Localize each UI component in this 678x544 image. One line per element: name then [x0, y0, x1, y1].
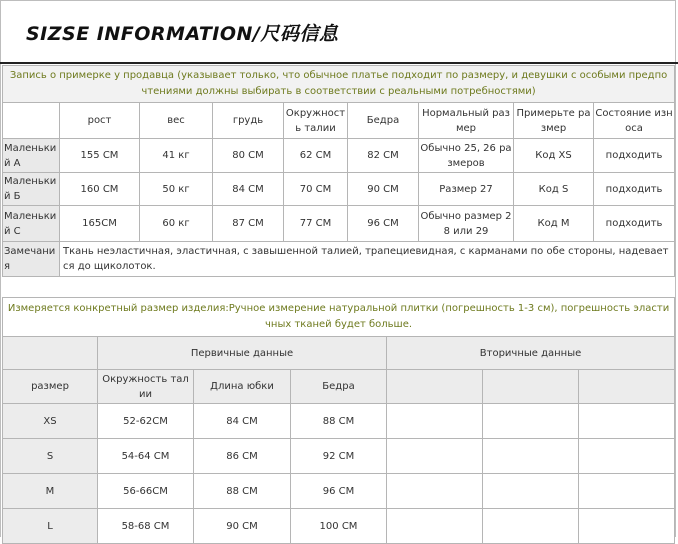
measurement-header-row — [3, 370, 675, 404]
measurement-note: Измеряется конкретный размер изделия:Ручное измерение натуральной плитки (погрешность 1-3 см), погрешность эластичных тканей будет больше. — [3, 298, 675, 337]
table-cell: 87 CM — [213, 206, 284, 242]
header-cell — [3, 103, 60, 139]
remarks-text: Ткань неэластичная, эластичная, с завышенной талией, трапециевидная, с карманами по обе стороны, надевается до щиколоток. — [60, 242, 675, 277]
group-header-row — [3, 337, 675, 370]
table-cell: 80 CM — [213, 139, 284, 173]
table-cell: Код M — [514, 206, 594, 242]
table-cell: 77 CM — [284, 206, 348, 242]
empty-cell — [387, 439, 483, 474]
header-cell: Бедра — [291, 370, 387, 404]
header-cell: грудь — [213, 103, 284, 139]
measurement-table — [2, 297, 675, 544]
page-title: SIZSE INFORMATION/尺码信息 — [26, 23, 339, 45]
header-cell: Окружность талии — [284, 103, 348, 139]
table-cell: 60 кг — [140, 206, 213, 242]
table-row — [3, 139, 675, 173]
row-label: Маленький Б — [3, 173, 60, 206]
remarks-label: Замечания — [3, 242, 60, 277]
table-cell: 100 CM — [291, 509, 387, 544]
fitting-table — [2, 65, 675, 277]
table-cell: 58-68 CM — [98, 509, 194, 544]
remarks-row — [3, 242, 675, 277]
table-cell: 50 кг — [140, 173, 213, 206]
empty-cell — [579, 474, 675, 509]
table-row — [3, 206, 675, 242]
table-cell: 88 CM — [194, 474, 291, 509]
table-cell: подходить — [594, 173, 675, 206]
fitting-header-row — [3, 103, 675, 139]
table-row — [3, 173, 675, 206]
title-divider — [0, 62, 678, 64]
header-cell: Нормальный размер — [419, 103, 514, 139]
size-cell: XS — [3, 404, 98, 439]
empty-cell — [387, 370, 483, 404]
table-cell: 84 CM — [194, 404, 291, 439]
secondary-data-header: Вторичные данные — [387, 337, 675, 370]
empty-cell — [483, 439, 579, 474]
table-cell: 155 CM — [60, 139, 140, 173]
empty-cell — [483, 509, 579, 544]
primary-data-header: Первичные данные — [98, 337, 387, 370]
table-cell: 41 кг — [140, 139, 213, 173]
size-cell: S — [3, 439, 98, 474]
table-row — [3, 439, 675, 474]
table-cell: 70 CM — [284, 173, 348, 206]
empty-cell — [387, 404, 483, 439]
empty-cell — [387, 509, 483, 544]
table-cell: подходить — [594, 206, 675, 242]
table-cell: подходить — [594, 139, 675, 173]
header-cell: вес — [140, 103, 213, 139]
table-cell: Код XS — [514, 139, 594, 173]
empty-cell — [483, 474, 579, 509]
table-cell: 62 CM — [284, 139, 348, 173]
empty-cell — [579, 370, 675, 404]
table-cell: 84 CM — [213, 173, 284, 206]
table-cell: 88 CM — [291, 404, 387, 439]
header-cell: Состояние износа — [594, 103, 675, 139]
table-cell: Код S — [514, 173, 594, 206]
header-cell: Примерьте размер — [514, 103, 594, 139]
empty-cell — [579, 404, 675, 439]
empty-cell — [579, 439, 675, 474]
table-cell: Обычно 25, 26 размеров — [419, 139, 514, 173]
table-cell: Обычно размер 28 или 29 — [419, 206, 514, 242]
size-cell: M — [3, 474, 98, 509]
table-cell: Размер 27 — [419, 173, 514, 206]
table-row — [3, 404, 675, 439]
fitting-note: Запись о примерке у продавца (указывает только, что обычное платье подходит по размеру, и девушки с особыми предпочтениями должны выбирать в соответствии с реальными потребностями) — [3, 66, 675, 103]
header-cell: размер — [3, 370, 98, 404]
table-cell: 82 CM — [348, 139, 419, 173]
table-cell: 52-62CM — [98, 404, 194, 439]
empty-cell — [387, 474, 483, 509]
header-cell: Окружность талии — [98, 370, 194, 404]
table-row — [3, 509, 675, 544]
size-cell: L — [3, 509, 98, 544]
table-cell: 165CM — [60, 206, 140, 242]
header-cell: Бедра — [348, 103, 419, 139]
table-cell: 92 CM — [291, 439, 387, 474]
header-cell: рост — [60, 103, 140, 139]
table-cell: 86 CM — [194, 439, 291, 474]
table-cell: 90 CM — [194, 509, 291, 544]
row-label: Маленький А — [3, 139, 60, 173]
table-cell: 56-66CM — [98, 474, 194, 509]
table-cell: 160 CM — [60, 173, 140, 206]
table-cell: 96 CM — [348, 206, 419, 242]
empty-cell — [579, 509, 675, 544]
table-cell: 90 CM — [348, 173, 419, 206]
empty-cell — [3, 337, 98, 370]
empty-cell — [483, 370, 579, 404]
table-row — [3, 474, 675, 509]
row-label: Маленький С — [3, 206, 60, 242]
table-cell: 54-64 CM — [98, 439, 194, 474]
table-cell: 96 CM — [291, 474, 387, 509]
empty-cell — [483, 404, 579, 439]
header-cell: Длина юбки — [194, 370, 291, 404]
